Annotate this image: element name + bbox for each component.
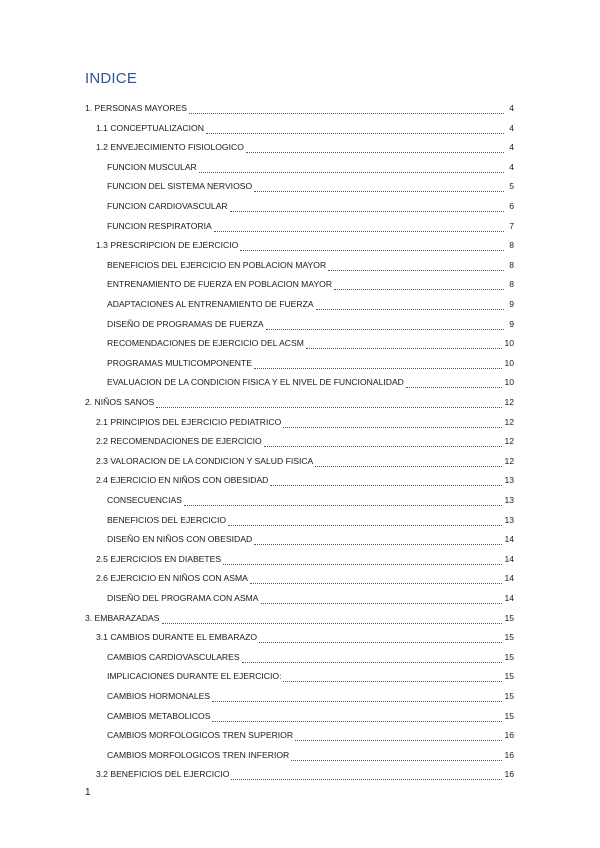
dot-leader <box>328 261 504 271</box>
dot-leader <box>266 320 504 330</box>
dot-leader <box>184 496 502 506</box>
dot-leader <box>254 182 504 192</box>
toc-entry-label: FUNCION MUSCULAR <box>107 161 197 172</box>
dot-leader <box>231 770 502 780</box>
toc-entry[interactable] <box>85 610 514 624</box>
toc-entry[interactable] <box>96 453 514 467</box>
toc-entry[interactable] <box>107 668 514 682</box>
toc-entry[interactable] <box>96 551 514 565</box>
dot-leader <box>212 692 502 702</box>
toc-entry[interactable] <box>96 414 514 428</box>
toc-entry-page: 6 <box>509 201 514 211</box>
toc-entry-page: 13 <box>504 495 514 505</box>
dot-leader <box>291 751 502 761</box>
dot-leader <box>259 633 502 643</box>
toc-entry-label: RECOMENDACIONES DE EJERCICIO DEL ACSM <box>107 338 304 349</box>
toc-entry-label: 2.6 EJERCICIO EN NIÑOS CON ASMA <box>96 573 248 584</box>
toc-entry[interactable] <box>107 276 514 290</box>
toc-entry-label: CAMBIOS METABOLICOS <box>107 710 211 721</box>
toc-entry[interactable] <box>107 747 514 761</box>
toc-entry[interactable] <box>107 159 514 173</box>
dot-leader <box>283 672 502 682</box>
dot-leader <box>270 476 502 486</box>
toc-entry-label: EVALUACION DE LA CONDICION FISICA Y EL NIVEL DE FUNCIONALIDAD <box>107 377 404 388</box>
toc-entry-label: DISEÑO EN NIÑOS CON OBESIDAD <box>107 534 253 545</box>
toc-entry-page: 4 <box>509 161 514 172</box>
toc-entry-page: 15 <box>504 612 514 623</box>
dot-leader <box>189 104 504 114</box>
dot-leader <box>406 378 503 388</box>
dot-leader <box>315 457 502 467</box>
toc-entry-label: DISEÑO DEL PROGRAMA CON ASMA <box>107 593 259 603</box>
dot-leader <box>162 614 503 624</box>
toc-entry[interactable] <box>107 727 514 741</box>
toc-entry-label: ENTRENAMIENTO DE FUERZA EN POBLACION MAYOR <box>107 279 333 290</box>
toc-entry-label: CAMBIOS MORFOLOGICOS TREN SUPERIOR <box>107 730 294 741</box>
toc-entry-label: ADAPTACIONES AL ENTRENAMIENTO DE FUERZA <box>107 299 314 309</box>
toc-entry-label: FUNCION DEL SISTEMA NERVIOSO <box>107 181 253 192</box>
toc-entry-page: 12 <box>504 416 514 427</box>
dot-leader <box>283 418 502 428</box>
toc-entry[interactable] <box>107 178 514 192</box>
toc-entry-label: 2.4 EJERCICIO EN NIÑOS CON OBESIDAD <box>96 475 269 486</box>
toc-entry-label: 3. EMBARAZADAS <box>85 612 160 623</box>
toc-entry-label: 3.1 CAMBIOS DURANTE EL EMBARAZO <box>96 632 258 643</box>
toc-entry[interactable] <box>96 433 514 447</box>
toc-entry-page: 13 <box>504 514 514 525</box>
toc-entry-label: CAMBIOS MORFOLOGICOS TREN INFERIOR <box>107 749 290 760</box>
toc-entry-label: 1.3 PRESCRIPCION DE EJERCICIO <box>96 240 239 251</box>
toc-title: INDICE <box>85 70 138 87</box>
toc-entry-page: 15 <box>504 671 514 682</box>
toc-entry[interactable] <box>96 766 514 780</box>
toc-entry-page: 5 <box>509 181 514 192</box>
toc-entry[interactable] <box>107 316 514 330</box>
dot-leader <box>261 594 503 604</box>
toc-entry-page: 8 <box>509 259 514 270</box>
toc-entry-page: 10 <box>504 357 514 368</box>
toc-entry-label: 1.2 ENVEJECIMIENTO FISIOLOGICO <box>96 142 244 153</box>
dot-leader <box>206 124 504 134</box>
toc-entry[interactable] <box>107 531 514 545</box>
toc-entry[interactable] <box>107 296 514 310</box>
toc-entry[interactable] <box>107 708 514 722</box>
toc-entry[interactable] <box>107 649 514 663</box>
toc-entry-page: 4 <box>509 142 514 153</box>
page-number: 1 <box>85 787 91 798</box>
toc-entry[interactable] <box>107 512 514 526</box>
toc-entry[interactable] <box>96 139 514 153</box>
toc-entry-page: 15 <box>504 651 514 662</box>
dot-leader <box>223 555 502 565</box>
toc-entry-label: BENEFICIOS DEL EJERCICIO <box>107 514 227 525</box>
toc-entry-page: 8 <box>509 279 514 290</box>
dot-leader <box>212 712 502 722</box>
toc-entry[interactable] <box>107 218 514 232</box>
dot-leader <box>230 202 504 212</box>
toc-entry[interactable] <box>107 492 514 506</box>
toc-entry-page: 15 <box>504 710 514 721</box>
toc-entry-page: 16 <box>504 769 514 780</box>
toc-entry-page: 16 <box>504 730 514 741</box>
toc-entry-label: PROGRAMAS MULTICOMPONENTE <box>107 357 252 368</box>
toc-entry-page: 9 <box>509 299 514 309</box>
toc-entry-page: 8 <box>509 240 514 251</box>
dot-leader <box>334 280 504 290</box>
dot-leader <box>316 300 504 310</box>
toc-entry-page: 10 <box>504 377 514 388</box>
dot-leader <box>240 241 504 251</box>
toc-entry[interactable] <box>85 394 514 408</box>
dot-leader <box>250 574 503 584</box>
dot-leader <box>306 339 503 349</box>
toc-entry-label: 1.1 CONCEPTUALIZACION <box>96 122 204 133</box>
toc-entry[interactable] <box>107 590 514 604</box>
dot-leader <box>254 535 502 545</box>
toc-entry-page: 14 <box>504 553 514 564</box>
toc-entry-page: 4 <box>509 122 514 133</box>
toc-entry-page: 4 <box>509 103 514 113</box>
dot-leader <box>156 398 502 408</box>
toc-entry[interactable] <box>107 374 514 388</box>
toc-entry-page: 7 <box>509 220 514 231</box>
toc-entry[interactable] <box>107 198 514 212</box>
toc-entry-label: CAMBIOS CARDIOVASCULARES <box>107 651 240 662</box>
toc-entry-page: 14 <box>504 534 514 545</box>
toc-entry-label: 3.2 BENEFICIOS DEL EJERCICIO <box>96 769 230 780</box>
toc-entry-label: BENEFICIOS DEL EJERCICIO EN POBLACION MAYOR <box>107 259 327 270</box>
dot-leader <box>254 359 502 369</box>
toc-entry-page: 16 <box>504 749 514 760</box>
toc-entry-label: 2.1 PRINCIPIOS DEL EJERCICIO PEDIATRICO <box>96 416 282 427</box>
toc-entry-label: 1. PERSONAS MAYORES <box>85 103 188 113</box>
dot-leader <box>214 222 504 232</box>
toc-entry-page: 13 <box>504 475 514 486</box>
toc-entry-label: 2.5 EJERCICIOS EN DIABETES <box>96 553 222 564</box>
toc-entry-label: 2.2 RECOMENDACIONES DE EJERCICIO <box>96 436 262 447</box>
toc-entry-label: FUNCION CARDIOVASCULAR <box>107 201 228 211</box>
toc-entry-page: 12 <box>504 436 514 447</box>
toc-entry[interactable] <box>107 257 514 271</box>
toc-entry[interactable] <box>96 570 514 584</box>
toc-entry[interactable] <box>107 688 514 702</box>
dot-leader <box>228 516 502 526</box>
toc-entry[interactable] <box>107 335 514 349</box>
toc-entry[interactable] <box>107 355 514 369</box>
toc-entry[interactable] <box>96 237 514 251</box>
toc-entry-label: IMPLICACIONES DURANTE EL EJERCICIO: <box>107 671 282 682</box>
toc-entry-label: FUNCION RESPIRATORIA <box>107 220 212 231</box>
toc-entry-page: 9 <box>509 318 514 329</box>
toc-entry-page: 15 <box>504 691 514 701</box>
toc-entry-page: 14 <box>504 573 514 584</box>
toc-entry[interactable] <box>96 472 514 486</box>
dot-leader <box>264 437 503 447</box>
dot-leader <box>199 163 504 173</box>
toc-entry-page: 12 <box>504 397 514 407</box>
toc-entry-page: 14 <box>504 593 514 603</box>
toc-entry[interactable] <box>96 629 514 643</box>
toc-entry[interactable] <box>96 120 514 134</box>
toc-entry-page: 12 <box>504 455 514 466</box>
toc-entry-page: 10 <box>504 338 514 349</box>
toc-entry-label: CONSECUENCIAS <box>107 495 182 505</box>
dot-leader <box>246 143 504 153</box>
dot-leader <box>295 731 502 741</box>
toc-entry-page: 15 <box>504 632 514 643</box>
toc-entry[interactable] <box>85 100 514 114</box>
toc-entry-label: 2. NIÑOS SANOS <box>85 397 155 407</box>
toc-entry-label: CAMBIOS HORMONALES <box>107 691 211 701</box>
dot-leader <box>242 653 503 663</box>
toc-entry-label: 2.3 VALORACION DE LA CONDICION Y SALUD FISICA <box>96 455 314 466</box>
toc-entry-label: DISEÑO DE PROGRAMAS DE FUERZA <box>107 318 264 329</box>
